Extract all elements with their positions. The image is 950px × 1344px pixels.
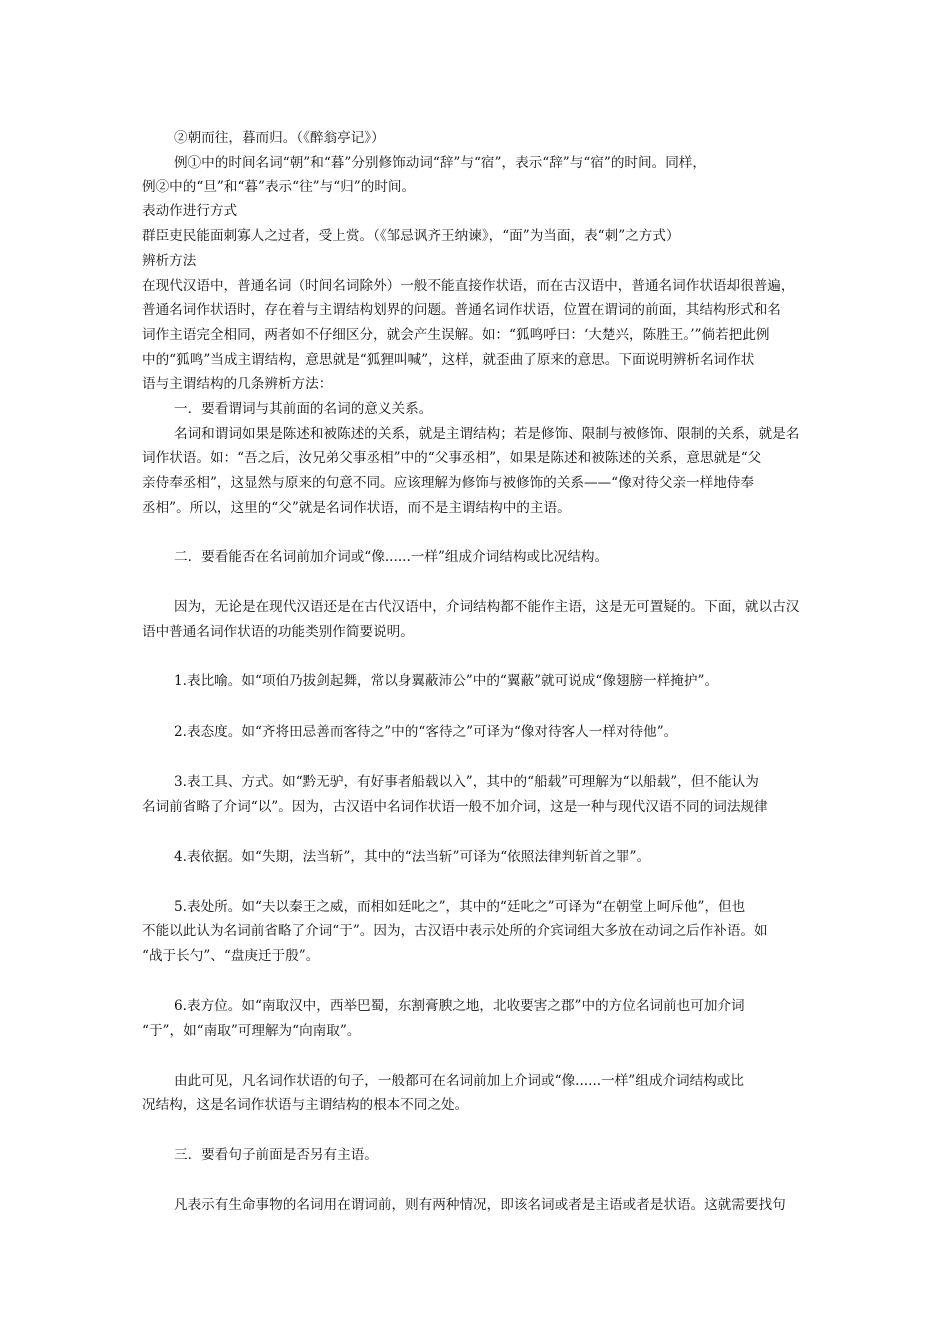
text-line: ②朝而往，暮而归。（《醉翁亭记》）: [174, 130, 385, 146]
text-line: 不能以此认为名词前省略了介词“于”。因为，古汉语中表示处所的介宾词组大多放在动词之后作补语。如: [142, 923, 768, 939]
text-line: 丞相”。所以，这里的“父”就是名词作状语，而不是主谓结构中的主语。: [142, 500, 571, 516]
text-line: 因为，无论是在现代汉语还是在古代汉语中，介词结构都不能作主语，这是无可置疑的。下面，就以古汉: [174, 599, 800, 615]
text-line: 名词和谓词如果是陈述和被陈述的关系，就是主谓结构；若是修饰、限制与被修饰、限制的关系，就是名: [174, 426, 800, 442]
text-line: 名词前省略了介词“以”。因为，古汉语中名词作状语一般不加介词，这是一种与现代汉语不同的词法规律: [142, 799, 768, 815]
text-line: 普通名词作状语时，存在着与主谓结构划界的问题。普通名词作状语，位置在谓词的前面，其结构形式和名: [142, 302, 781, 318]
text-line: 词作状语。如：“吾之后，汝兄弟父事丞相”中的“父事丞相”，如果是陈述和被陈述的关系，意思就是“父: [142, 450, 762, 466]
list-item: 5.表处所。如“夫以秦王之威，而相如廷叱之”，其中的“廷叱之”可译为“在朝堂上呵斥他”，但也: [174, 899, 746, 915]
text-line: 况结构，这是名词作状语与主谓结构的根本不同之处。: [142, 1097, 469, 1113]
text-line: 凡表示有生命事物的名词用在谓词前，则有两种情况，即该名词或者是主语或者是状语。这就需要找句: [174, 1197, 786, 1213]
text-line: 由此可见，凡名词作状语的句子，一般都可在名词前加上介词或“像......一样”组成介词结构或比: [174, 1073, 744, 1089]
text-line: 语中普通名词作状语的功能类别作简要说明。: [142, 624, 414, 640]
list-item: 3.表工具、方式。如“黔无驴，有好事者船载以入”，其中的“船载”可理解为“以船载”，但不能认为: [174, 774, 759, 790]
method-heading: 三．要看句子前面是否另有主语。: [174, 1147, 378, 1163]
method-heading: 二．要看能否在名词前加介词或“像......一样”组成介词结构或比况结构。: [174, 549, 609, 565]
text-line: “战于长勺”、“盘庚迁于殷”。: [142, 948, 320, 964]
list-item: 4.表依据。如“失期，法当斩”，其中的“法当斩”可译为“依照法律判斩首之罪”。: [174, 849, 651, 865]
list-item: 6.表方位。如“南取汉中，西举巴蜀，东割膏腴之地，北收要害之郡”中的方位名词前也可加介词: [174, 998, 745, 1014]
text-line: 群臣吏民能面刺寡人之过者，受上赏。（《邹忌讽齐王纳谏》，“面”为当面，表“刺”之方式）: [142, 228, 680, 244]
text-line: 语与主谓结构的几条辨析方法：: [142, 376, 333, 392]
text-line: 中的“狐鸣”当成主谓结构，意思就是“狐狸叫喊”，这样，就歪曲了原来的意思。下面说明辨析名词作状: [142, 352, 755, 368]
section-heading: 表动作进行方式: [142, 203, 238, 219]
list-item: 2.表态度。如“齐将田忌善而客待之”中的“客待之”可译为“像对待客人一样对待他”。: [174, 724, 678, 740]
method-heading: 一．要看谓词与其前面的名词的意义关系。: [174, 401, 433, 417]
text-line: 例①中的时间名词“朝”和“暮”分别修饰动词“辞”与“宿”，表示“辞”与“宿”的时间。同样，: [174, 155, 706, 171]
text-line: 例②中的“旦”和“暮”表示“往”与“归”的时间。: [142, 179, 416, 195]
text-line: 亲侍奉丞相”，这显然与原来的句意不同。应该理解为修饰与被修饰的关系——“像对待父亲一样地侍奉: [142, 475, 755, 491]
section-heading: 辨析方法: [142, 253, 197, 269]
list-item: 1.表比喻。如“项伯乃拔剑起舞，常以身翼蔽沛公”中的“翼蔽”就可说成“像翅膀一样掩护”。: [174, 673, 719, 689]
text-line: “于”，如“南取”可理解为“向南取”。: [142, 1023, 361, 1039]
text-line: 词作主语完全相同，两者如不仔细区分，就会产生误解。如：“狐鸣呼曰：‘大楚兴，陈胜王。’”倘若把此例: [142, 327, 770, 343]
text-line: 在现代汉语中，普通名词（时间名词除外）一般不能直接作状语，而在古汉语中，普通名词作状语却很普遍，: [142, 278, 795, 294]
